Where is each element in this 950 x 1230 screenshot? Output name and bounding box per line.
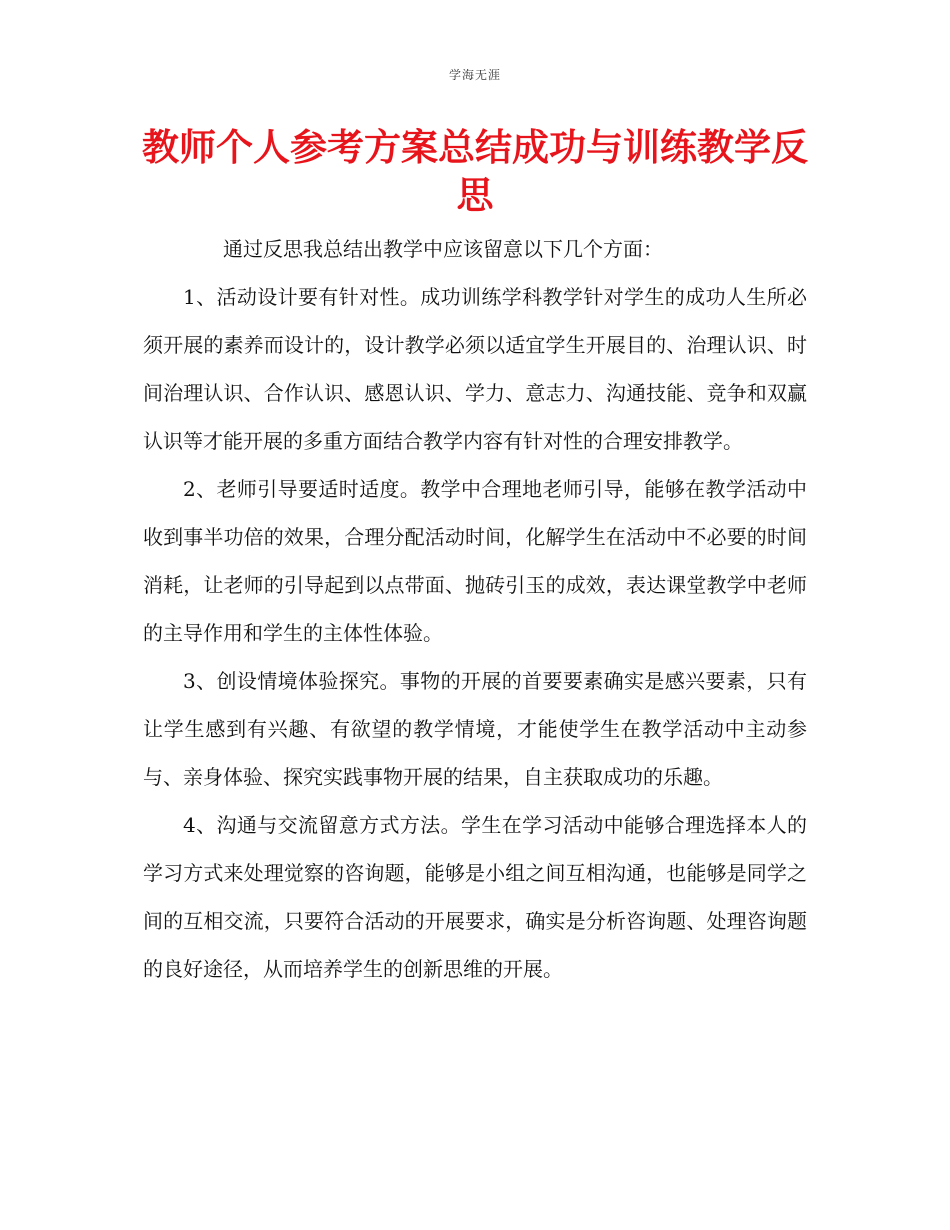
paragraph-3: 3、创设情境体验探究。事物的开展的首要要素确实是感兴要素，只有让学生感到有兴趣、有欲望的教学情境，才能使学生在教学活动中主动参与、亲身体验、探究实践事物开展的结果，自主获取成功的乐趣。 xyxy=(143,669,807,789)
header-note: 学海无涯 xyxy=(448,68,501,82)
paragraph-4: 4、沟通与交流留意方式方法。学生在学习活动中能够合理选择本人的学习方式来处理觉察的咨询题，能够是小组之间互相沟通，也能够是同学之间的互相交流，只要符合活动的开展要求，确实是分析咨询题、处理咨询题的良好途径，从而培养学生的创新思维的开展。 xyxy=(143,813,807,981)
intro-paragraph: 通过反思我总结出教学中应该留意以下几个方面： xyxy=(223,237,663,261)
paragraph-2: 2、老师引导要适时适度。教学中合理地老师引导，能够在教学活动中收到事半功倍的效果，合理分配活动时间，化解学生在活动中不必要的时间消耗，让老师的引导起到以点带面、抛砖引玉的成效，表达课堂教学中老师的主导作用和学生的主体性体验。 xyxy=(143,477,807,645)
document-body xyxy=(143,225,807,993)
document-title: 教师个人参考方案总结成功与训练教学反思 xyxy=(142,126,808,217)
paragraph-1: 1、活动设计要有针对性。成功训练学科教学针对学生的成功人生所必须开展的素养而设计的，设计教学必须以适宜学生开展目的、治理认识、时间治理认识、合作认识、感恩认识、学力、意志力、沟通技能、竞争和双赢认识等才能开展的多重方面结合教学内容有针对性的合理安排教学。 xyxy=(143,285,807,453)
